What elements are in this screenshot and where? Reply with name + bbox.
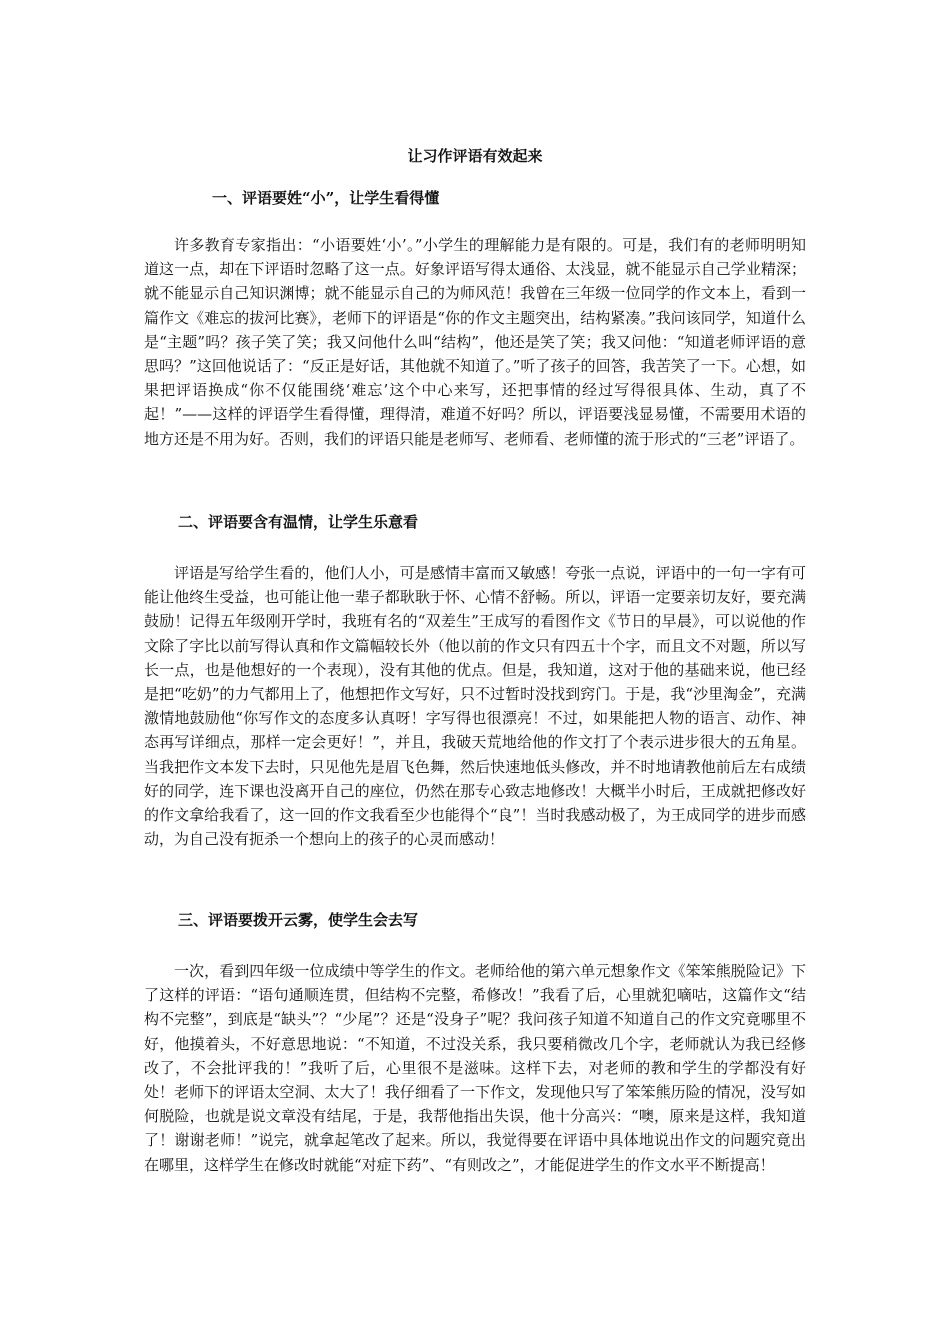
section-paragraph-1: 许多教育专家指出：“小语要姓‘小’。”小学生的理解能力是有限的。可是，我们有的老师明明知道这一点，却在下评语时忽略了这一点。好象评语写得太通俗、太浅显，就不能显示自己学业精深；就不能显示自己知识渊博；就不能显示自己的为师风范！我曾在三年级一位同学的作文本上，看到一篇作文《难忘的拔河比赛》，老师下的评语是“你的作文主题突出，结构紧凑。”我问该同学，知道什么是“主题”吗？孩子笑了笑；我又问他什么叫“结构”，他还是笑了笑；我又问他：“知道老师评语的意思吗？”这回他说话了：“反正是好话，其他就不知道了。”听了孩子的回答，我苦笑了一下。心想，如果把评语换成“你不仅能围绕‘难忘’这个中心来写，还把事情的经过写得很具体、生动，真了不起！”——这样的评语学生看得懂，理得清，难道不好吗？所以，评语要浅显易懂，不需要用术语的地方还是不用为好。否则，我们的评语只能是老师写、老师看、老师懂的流于形式的“三老”评语了。 <box>144 236 806 448</box>
section-heading-3: 三、评语要拨开云雾，使学生会去写 <box>178 911 419 929</box>
section-paragraph-3: 一次，看到四年级一位成绩中等学生的作文。老师给他的第六单元想象作文《笨笨熊脱险记》下了这样的评语：“语句通顺连贯，但结构不完整，希修改！”我看了后，心里就犯嘀咕，这篇作文“结构不完整”，到底是“缺头”？“少尾”？还是“没身子”呢？我问孩子知道不知道自己的作文究竟哪里不好，他摸着头，不好意思地说：“不知道，不过没关系，我只要稍微改几个字，老师就认为我已经修改了，不会批评我的！”我听了后，心里很不是滋味。这样下去，对老师的教和学生的学都没有好处！老师下的评语太空洞、太大了！我仔细看了一下作文，发现他只写了笨笨熊历险的情况，没写如何脱险，也就是说文章没有结尾，于是，我帮他指出失误，他十分高兴：“噢，原来是这样，我知道了！谢谢老师！”说完，就拿起笔改了起来。所以，我觉得要在评语中具体地说出作文的问题究竟出在哪里，这样学生在修改时就能“对症下药”、“有则改之”，才能促进学生的作文水平不断提高！ <box>144 962 806 1174</box>
document-title: 让习作评语有效起来 <box>407 147 543 165</box>
section-paragraph-2: 评语是写给学生看的，他们人小，可是感情丰富而又敏感！夸张一点说，评语中的一句一字有可能让他终生受益，也可能让他一辈子都耿耿于怀、心情不舒畅。所以，评语一定要亲切友好，要充满鼓励！记得五年级刚开学时，我班有名的“双差生”王成写的看图作文《节日的早晨》，可以说他的作文除了字比以前写得认真和作文篇幅较长外（他以前的作文只有四五十个字，而且文不对题，所以写长一点，也是他想好的一个表现），没有其他的优点。但是，我知道，这对于他的基础来说，他已经是把“吃奶”的力气都用上了，他想把作文写好，只不过暂时没找到窍门。于是，我“沙里淘金”，充满激情地鼓励他“你写作文的态度多认真呀！字写得也很漂亮！不过，如果能把人物的语言、动作、神态再写详细点，那样一定会更好！”，并且，我破天荒地给他的作文打了个表示进步很大的五角星。当我把作文本发下去时，只见他先是眉飞色舞，然后快速地低头修改，并不时地请教他前后左右成绩好的同学，连下课也没离开自己的座位，仍然在那专心致志地修改！大概半小时后，王成就把修改好的作文拿给我看了，这一回的作文我看至少也能得个“良”！当时我感动极了，为王成同学的进步而感动，为自己没有扼杀一个想向上的孩子的心灵而感动！ <box>144 564 806 849</box>
section-heading-1: 一、评语要姓“小”，让学生看得懂 <box>212 189 440 207</box>
section-heading-2: 二、评语要含有温情，让学生乐意看 <box>178 513 419 531</box>
